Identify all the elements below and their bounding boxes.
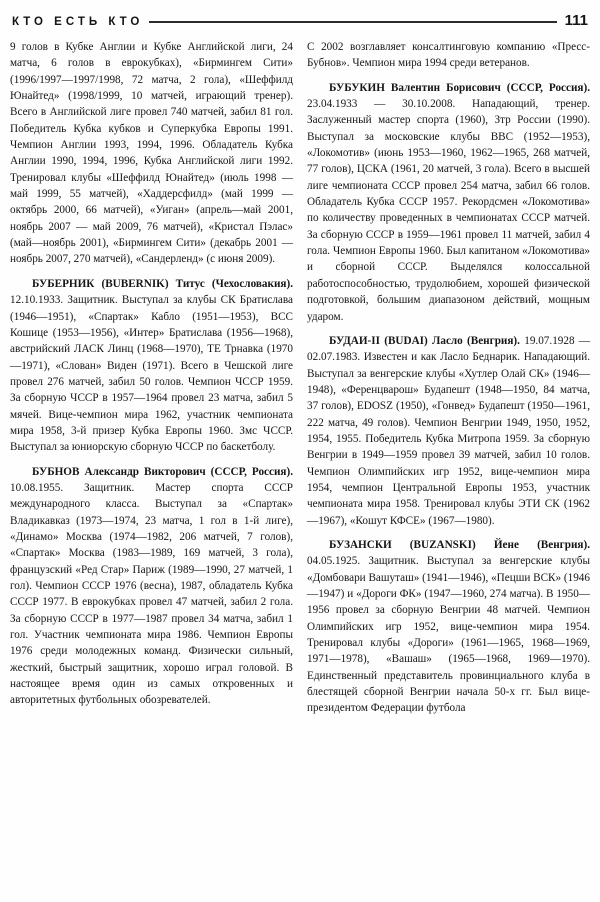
- page-number: 111: [564, 12, 588, 29]
- entry-budai: [307, 333, 590, 529]
- page-header: [10, 12, 590, 29]
- entry-name-bubernik: БУБЕРНИК (BUBERNIK) Титус (Чехословакия).: [32, 277, 293, 290]
- header-rule-line: [149, 21, 556, 23]
- entry-name-budai: БУДАИ-II (BUDAI) Ласло (Венгрия).: [329, 334, 520, 347]
- entry-name-bubnov: БУБНОВ Александр Викторович (СССР, Россия).: [32, 465, 293, 478]
- paragraph-continuation-right: [307, 39, 590, 72]
- entry-body-buzanski: 04.05.1925. Защитник. Выступал за венгерские клубы «Домбовари Вашуташ» (1941—1946), «Пецши ВСК» (1946—1947) и «Дороги ФК» (1947—1960, 274 матча). В 1950—1956 провел за сборную Венгрии 48 матчей. Чемпион Олимпийских игр 1952, вице-чемпион мира 1954. Тренировал клубы «Дороги» (1961—1965, 1968—1969, 1971—1978), «Вашаш» (1965—1968, 1969—1970). Единственный представитель провинциального клуба в блестящей сборной Венгрии начала 50-х гг. Был вице-президентом Федерации футбола: [307, 555, 590, 715]
- entry-name-buzanski: БУЗАНСКИ (BUZANSKI) Йене (Венгрия).: [329, 538, 590, 551]
- entry-bubukin: [307, 80, 590, 325]
- entry-name-bubukin: БУБУКИН Валентин Борисович (СССР, Россия).: [329, 81, 590, 94]
- paragraph-text: 9 голов в Кубке Англии и Кубке Английской лиги, 24 матча, 6 голов в еврокубках), «Бирмингем Сити» (1996/1997—1997/1998, 72 матча, 2 гола), «Шеффилд Юнайтед» (1998/1999, 10 матчей, играющий тренер). Всего в Английской лиге провел 740 матчей, забил 81 гол. Победитель Кубка кубков и Суперкубка Европы 1991. Чемпион Англии 1993, 1994, 1996. Обладатель Кубка Англии 1990, 1994, 1996, Кубка Английской лиги 1992. Тренировал клубы «Шеффилд Юнайтед» (июль 1998 — май 1999, 55 матчей), «Хаддерсфилд» (май 1999 — октябрь 2000, 66 матчей), «Уиган» (апрель—май 2001, ноябрь 2007 — май 2009, 76 матчей), «Кристал Пэлас» (май—ноябрь 2001), «Бирмингем Сити» (декабрь 2001 — ноябрь 2007, 270 матчей), «Сандерленд» (с июня 2009).: [10, 41, 293, 266]
- text-columns: [10, 39, 590, 717]
- entry-body-bubernik: 12.10.1933. Защитник. Выступал за клубы СК Братислава (1946—1951), «Спартак» Кабло (1951—1953), ВСС Кошице (1953—1956), «Интер» Братислава (1956—1968), австрийский ЛАСК Линц (1968—1970), ТЕ Трнавка (1970—1971), «Слован» Виден (1971). Всего в Чешской лиге провел 276 матчей, забил 50 голов. Чемпион ЧССР 1959. За сборную ЧССР в 1957—1964 провел 23 матча, забил 5 мячей. Вице-чемпион мира 1962, участник чемпионата мира 1958, 3-й призер Кубка Европы 1960. Змс ЧССР. Выступал за юниорскую сборную ЧССР по баскетболу.: [10, 294, 293, 454]
- entry-bubernik: [10, 276, 293, 456]
- paragraph-text: С 2002 возглавляет консалтинговую компанию «Пресс-Бубнов». Чемпион мира 1994 среди ветеранов.: [307, 41, 590, 70]
- entry-bubnov: [10, 464, 293, 709]
- entry-body-budai: 19.07.1928 — 02.07.1983. Известен и как Ласло Беднарик. Нападающий. Выступал за венгерские клубы «Хутлер Олай СК» (1946—1948), «Ференцварош» Будапешт (1948—1950, 84 матча, 37 голов), EDOSZ (1950), «Гонвед» Будапешт (1950—1961, 222 матча, 49 голов). Чемпион Венгрии 1949, 1950, 1952, 1954, 1955. Победитель Кубка Митропа 1959. За сборную Венгрии в 1949—1959 провел 39 матчей, забил 10 голов. Чемпион Олимпийских игр 1952, вице-чемпион мира 1954, чемпион Центральной Европы 1953, участник чемпионата мира 1958. Тренировал клубы ЭТИ СК (1962—1967), «Кошут КФСЕ» (1967—1980).: [307, 334, 591, 527]
- paragraph-continuation-left: [10, 39, 293, 268]
- left-column: [10, 39, 293, 717]
- entry-body-bubukin: 23.04.1933 — 30.10.2008. Нападающий, тренер. Заслуженный мастер спорта (1960), Зтр России (1990). Выступал за московские клубы ВВС (1952—1953), «Локомотив» (июнь 1953—1960, 1962—1965, 268 матчей, 77 голов), ЦСКА (1961, 20 матчей, 3 гола). Всего в высшей лиге чемпионата СССР провел 254 матча, забил 66 голов. Обладатель Кубка СССР 1957. Рекордсмен «Локомотива» по количеству проведенных в чемпионатах СССР матчей. За сборную СССР в 1959—1961 провел 11 матчей, забил 4 гола. Чемпион Европы 1960. Был капитаном «Локомотива» и сборной СССР. Выделялся колоссальной работоспособностью, трудолюбием, хорошей физической подготовкой, большим диапазоном действий, мощным ударом.: [307, 98, 590, 323]
- right-column: [307, 39, 590, 717]
- entry-body-bubnov: 10.08.1955. Защитник. Мастер спорта СССР международного класса. Выступал за «Спартак» Владикавказ (1973—1974, 23 матча, 1 гол в 1-й лиге), «Динамо» Москва (1974—1982, 206 матчей, 7 голов), «Спартак» Москва (1983—1989, 169 матчей, 3 гола), французский «Ред Стар» Париж (1989—1990, 27 матчей, 1 гол). Чемпион СССР 1976 (весна), 1987, обладатель Кубка СССР 1977. В еврокубках провел 47 матчей, забил 2 гола. За сборную СССР в 1977—1987 провел 34 матча, забил 1 гол. Участник чемпионата мира 1986. Чемпион Европы 1976 среди молодежных команд. Физически сильный, жесткий, быстрый защитник, хорошо играл головой. В настоящее время один из самых откровенных и авторитетных футбольных обозревателей.: [10, 481, 293, 707]
- entry-buzanski: [307, 537, 590, 717]
- running-head-title: КТО ЕСТЬ КТО: [12, 16, 144, 28]
